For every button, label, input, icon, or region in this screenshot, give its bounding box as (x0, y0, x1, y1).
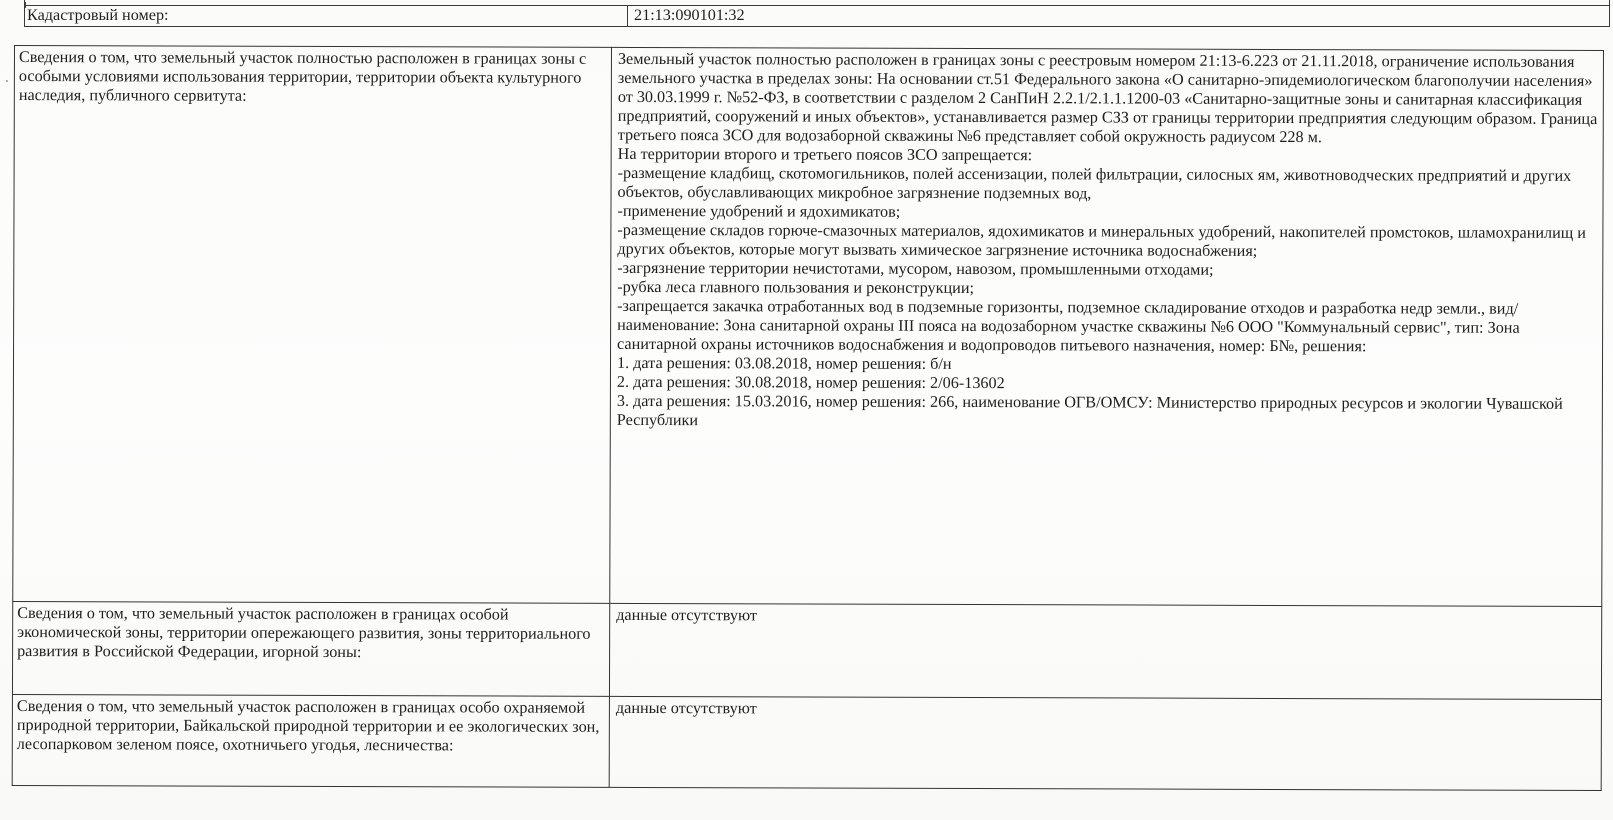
table-row (12, 694, 1601, 790)
prohibition-item: -рубка леса главного пользования и реконструкции; (617, 277, 975, 298)
no-data-text: данные отсутствуют (615, 698, 757, 718)
protected-area-label: Сведения о том, что земельный участок расположен в границах особо охраняемой природной территории, Байкальской природной территории и ее экологических зон, лесопарковом зеленом поясе, охотничьего угодья, лесничества: (12, 694, 609, 787)
prohibition-item: -размещение кладбищ, скотомогильников, полей ассенизации, полей фильтрации, силосных ям, животноводческих предприятий и других объектов, обуславливающих микробное загрязнение подземных вод, (617, 163, 1572, 203)
cadastral-number-row (25, 6, 1610, 27)
economic-zone-label: Сведения о том, что земельный участок расположен в границах особой экономической зоны, территории опережающего развития, зоны территориального развития в Российской Федерации, игорной зоны: (12, 601, 609, 696)
zone-description-paragraph: Земельный участок полностью расположен в границах зоны с реестровым номером 21:13-6.223 от 21.11.2018, ограничение использования земельного участка в пределах зоны: На основании ст.51 Федерального закона «О санитарно-эпидемиологическом благополучии населения» от 30.03.1999 г. №52-ФЗ, в соответствии с разделом 2 СанПиН 2.2.1/2.1.1.1200-03 «Санитарно-защитные зоны и санитарная классификация предприятий, сооружений и иных объектов», устанавливается размер СЗЗ от границы территории предприятия следующим образом. Граница третьего пояса ЗСО для водозаборной скважины №6 представляет собой окружность радиусом 228 м. (617, 49, 1598, 147)
decision-item: 1. дата решения: 03.08.2018, номер решения: б/н (616, 353, 952, 373)
scan-speck (6, 80, 8, 82)
special-conditions-zone-value (610, 47, 1604, 606)
economic-zone-value (609, 603, 1601, 699)
decision-item: 2. дата решения: 30.08.2018, номер решения: 2/06-13602 (616, 372, 1005, 393)
protected-area-value (609, 696, 1601, 790)
special-conditions-zone-label: Сведения о том, что земельный участок полностью расположен в границах зоны с особыми условиями использования территории, территории объекта культурного наследия, публичного сервитута: (13, 46, 612, 604)
zone-info-table (12, 45, 1604, 791)
prohibition-item: -применение удобрений и ядохимикатов; (617, 201, 901, 221)
no-data-text: данные отсутствуют (616, 605, 757, 625)
decision-item: 3. дата решения: 15.03.2016, номер решения: 266, наименование ОГВ/ОМСУ: Министерство природных ресурсов и экологии Чувашской Республики (616, 391, 1563, 430)
cadastral-number-table (24, 0, 1610, 27)
table-row (12, 601, 1601, 699)
prohibition-item: -загрязнение территории нечистотами, мусором, навозом, промышленными отходами; (617, 258, 1214, 279)
prohibitions-heading: На территории второго и третьего поясов ЗСО запрещается: (617, 144, 1033, 165)
prohibition-item-with-zone-details: -запрещается закачка отработанных вод в подземные горизонты, подземное складирование отходов и разработка недр земли., вид/наименование: Зона санитарной охраны III пояса на водозаборном участке скважины №6 ООО "Коммунальный сервис", тип: Зона санитарной охраны источников водоснабжения и водопроводов питьевого назначения, номер: Б№, решения: (617, 296, 1520, 356)
cadastral-number-value: 21:13:090101:32 (628, 6, 1610, 27)
prohibition-item: -размещение складов горюче-смазочных материалов, ядохимикатов и минеральных удобрений, накопителей промстоков, шламохранилищ и других объектов, которые могут вызвать химическое загрязнение источника водоснабжения; (617, 220, 1587, 260)
table-row (13, 46, 1604, 607)
cadastral-number-label: Кадастровый номер: (25, 6, 628, 27)
